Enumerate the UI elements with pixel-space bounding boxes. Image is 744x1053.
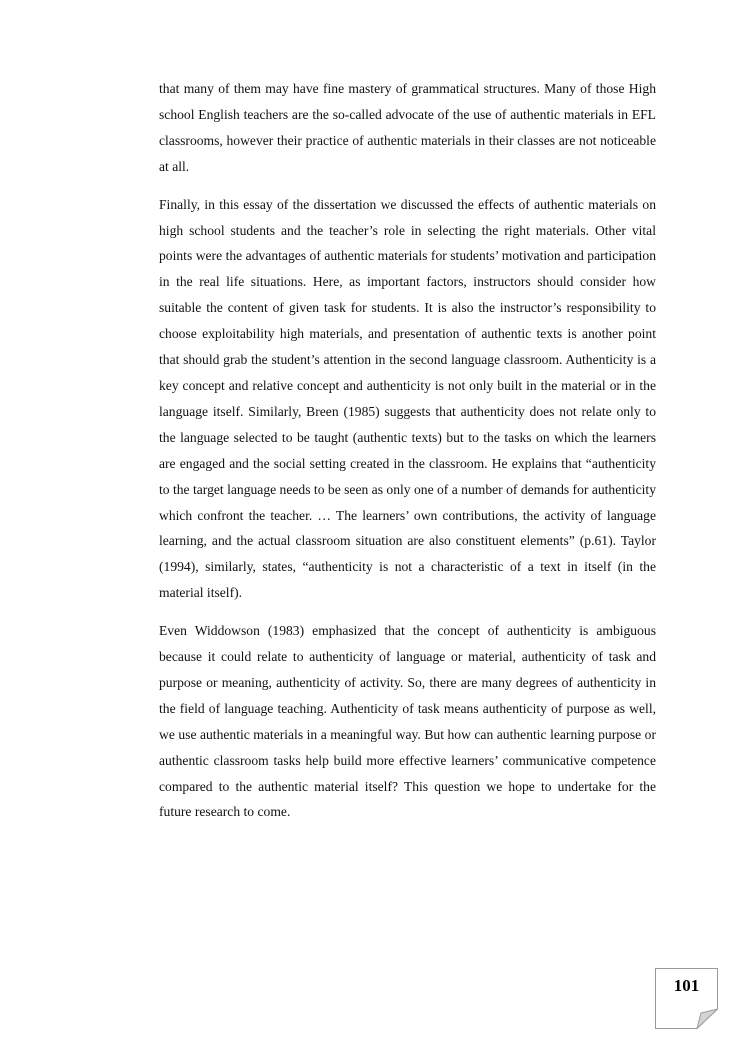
page-number-box [655,968,718,1029]
paragraph-3: Even Widdowson (1983) emphasized that the concept of authenticity is ambiguous because it could relate to authenticity of language or material, authenticity of task and purpose or meaning, authenticity of activity. So, there are many degrees of authenticity in the field of language teaching. Authenticity of task means authenticity of purpose as well, we use authentic materials in a meaningful way. But how can authentic learning purpose or authentic classroom tasks help build more effective learners’ communicative competence compared to the authentic material itself? This question we hope to undertake for the future research to come. [159,623,656,820]
paragraph-1: that many of them may have fine mastery of grammatical structures. Many of those High school English teachers are the so-called advocate of the use of authentic materials in EFL classrooms, however their practice of authentic materials in their classes are not noticeable at all. [159,81,656,174]
paragraph-2: Finally, in this essay of the dissertation we discussed the effects of authentic materials on high school students and the teacher’s role in selecting the right materials. Other vital points were the advantages of authentic materials for students’ motivation and participation in the real life situations. Here, as important factors, instructors should consider how suitable the content of given task for students. It is also the instructor’s responsibility to choose exploitability high materials, and presentation of authentic texts is another point that should grab the student’s attention in the second language classroom. Authenticity is a key concept and relative concept and authenticity is not only built in the material or in the language itself. Similarly, Breen (1985) suggests that authenticity does not relate only to the language selected to be taught (authentic texts) but to the tasks on which the learners are engaged and the social setting created in the classroom. He explains that “authenticity to the target language needs to be seen as only one of a number of demands for authenticity which confront the teacher. … The learners’ own contributions, the activity of language learning, and the actual classroom situation are also constituent elements” (p.61). Taylor (1994), similarly, states, “authenticity is not a characteristic of a text in itself (in the material itself). [159,196,656,601]
page-number: 101 [673,976,700,995]
body-text [159,76,656,825]
